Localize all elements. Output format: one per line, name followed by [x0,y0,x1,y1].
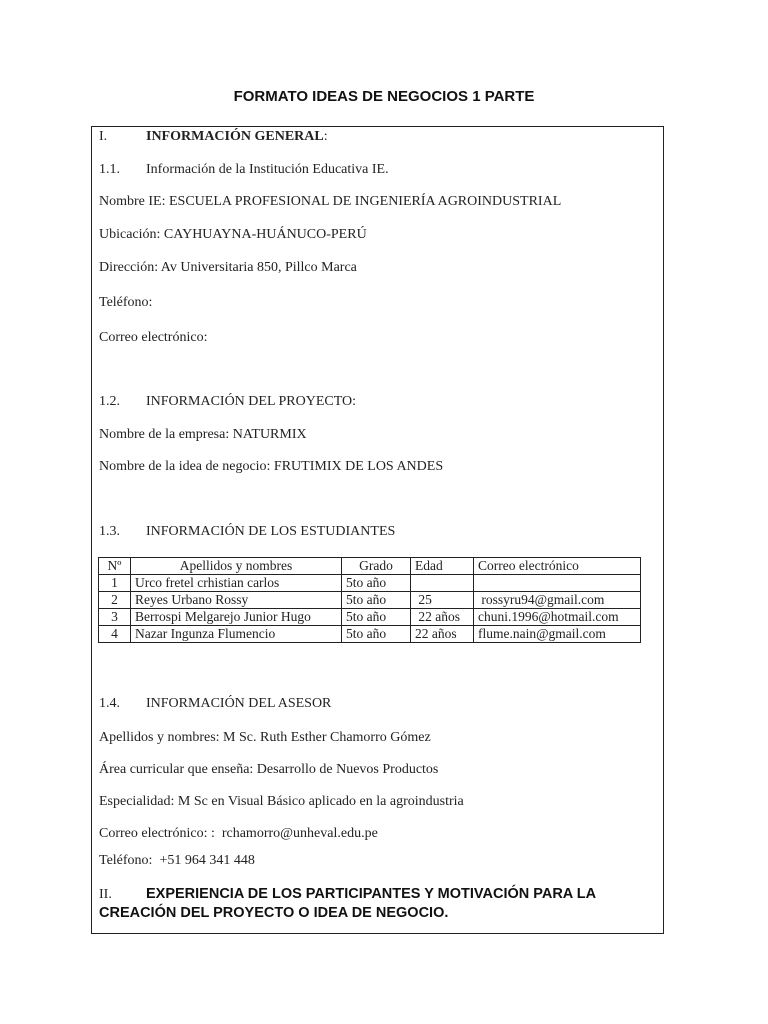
col-header: Grado [342,558,411,575]
asesor-nombre: Apellidos y nombres: M Sc. Ruth Esther Chamorro Gómez [99,730,431,745]
section-1-3-label: INFORMACIÓN DE LOS ESTUDIANTES [146,524,396,539]
table-row [99,609,641,626]
nombre-empresa: Nombre de la empresa: NATURMIX [99,427,307,442]
table-cell: Nazar Ingunza Flumencio [131,626,342,643]
section-1-heading [99,129,328,145]
section-1-2-number: 1.2. [99,394,120,409]
section-1-1-heading [99,162,389,178]
table-cell: 5to año [342,592,411,609]
section-1-4-number: 1.4. [99,696,120,711]
section-1-3-number: 1.3. [99,524,120,539]
nombre-ie: Nombre IE: ESCUELA PROFESIONAL DE INGENIERÍA AGROINDUSTRIAL [99,194,562,209]
section-1-4-heading [99,696,331,712]
table-cell: 5to año [342,626,411,643]
section-1-2-heading [99,394,356,410]
section-2-label-line2: CREACIÓN DEL PROYECTO O IDEA DE NEGOCIO. [99,905,449,921]
table-cell: 3 [99,609,131,626]
table-cell: Berrospi Melgarejo Junior Hugo [131,609,342,626]
table-row [99,592,641,609]
col-header: Correo electrónico [474,558,641,575]
section-2-heading [99,885,596,923]
table-cell: 5to año [342,609,411,626]
table-row [99,626,641,643]
table-cell: Urco fretel crhistian carlos [131,575,342,592]
section-2-number: II. [99,887,112,902]
col-header: Edad [411,558,474,575]
area-curricular: Área curricular que enseña: Desarrollo de Nuevos Productos [99,762,439,777]
table-cell: 2 [99,592,131,609]
section-1-1-label: Información de la Institución Educativa IE. [146,162,389,177]
telefono: Teléfono: [99,295,153,310]
section-1-label: INFORMACIÓN GENERAL [146,129,324,144]
table-cell [474,575,641,592]
table-cell: flume.nain@gmail.com [474,626,641,643]
table-cell: 5to año [342,575,411,592]
form-box [91,126,664,934]
students-table [98,557,641,643]
col-header: Apellidos y nombres [131,558,342,575]
table-cell: 22 años [411,609,474,626]
table-cell: 22 años [411,626,474,643]
asesor-correo: Correo electrónico: : rchamorro@unheval.edu.pe [99,826,378,841]
table-cell: rossyru94@gmail.com [474,592,641,609]
table-cell [411,575,474,592]
table-cell: Reyes Urbano Rossy [131,592,342,609]
table-cell: chuni.1996@hotmail.com [474,609,641,626]
section-1-4-label: INFORMACIÓN DEL ASESOR [146,696,332,711]
table-row [99,575,641,592]
direccion: Dirección: Av Universitaria 850, Pillco Marca [99,260,357,275]
section-1-2-label: INFORMACIÓN DEL PROYECTO: [146,394,357,409]
correo: Correo electrónico: [99,330,208,345]
especialidad: Especialidad: M Sc en Visual Básico aplicado en la agroindustria [99,794,464,809]
section-1-number: I. [99,129,108,144]
section-1-1-number: 1.1. [99,162,120,177]
table-cell: 25 [411,592,474,609]
nombre-idea: Nombre de la idea de negocio: FRUTIMIX DE LOS ANDES [99,459,444,474]
asesor-telefono: Teléfono: +51 964 341 448 [99,853,255,868]
document-title: FORMATO IDEAS DE NEGOCIOS 1 PARTE [233,88,535,105]
table-cell: 1 [99,575,131,592]
section-2-label: EXPERIENCIA DE LOS PARTICIPANTES Y MOTIVACIÓN PARA LA [146,886,597,902]
section-1-3-heading [99,524,395,540]
table-header-row [99,558,641,575]
ubicacion: Ubicación: CAYHUAYNA-HUÁNUCO-PERÚ [99,227,367,242]
section-1-colon: : [323,129,328,144]
table-cell: 4 [99,626,131,643]
col-header: Nº [99,558,131,575]
